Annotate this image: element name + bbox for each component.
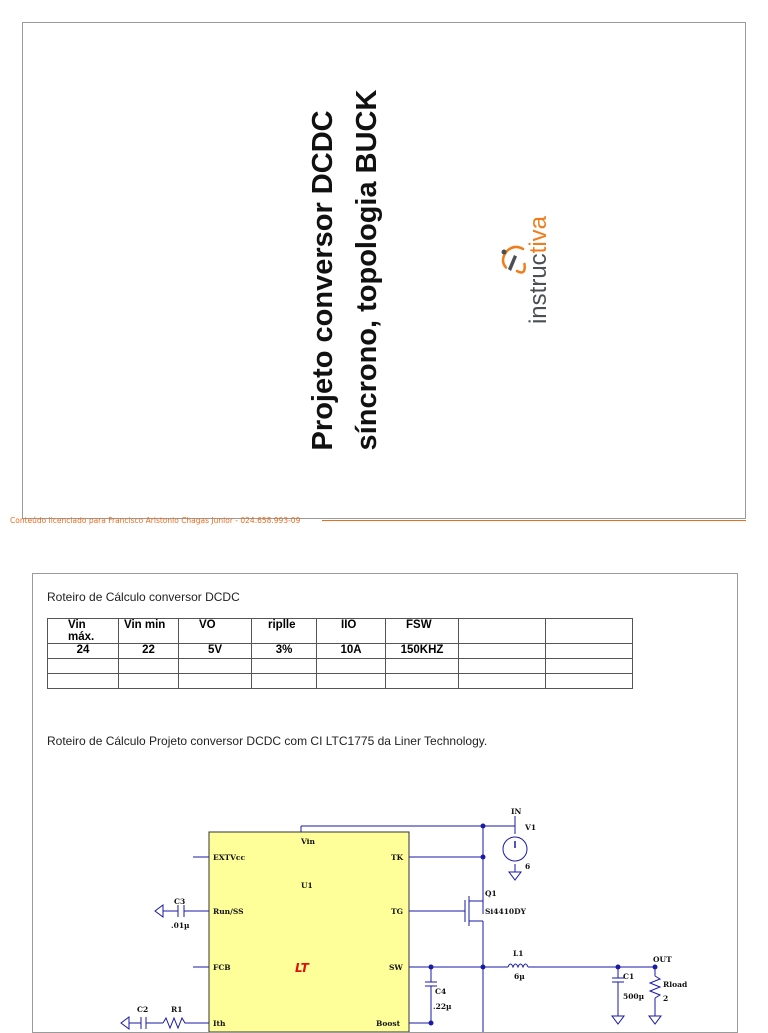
ground-icon	[612, 1016, 624, 1024]
calculation-slide	[32, 573, 738, 1033]
slide-title-line2: síncrono, topologia BUCK	[351, 89, 383, 451]
inductor-icon	[508, 964, 528, 967]
voltage-source-icon	[503, 837, 527, 861]
spec-table	[47, 618, 633, 689]
in-label: IN	[511, 807, 522, 816]
table-cell	[546, 674, 633, 689]
table-row	[48, 659, 633, 674]
table-cell: 5V	[179, 644, 252, 659]
table-header: Vin min	[119, 619, 179, 644]
table-header	[546, 619, 633, 644]
c1-label: C1	[623, 972, 635, 981]
table-header	[459, 619, 546, 644]
out-label: OUT	[653, 955, 672, 964]
r1-label: R1	[171, 1005, 183, 1014]
rload-label: Rload	[663, 980, 688, 989]
table-cell: 3%	[252, 644, 317, 659]
ground-icon	[155, 905, 163, 917]
v1-value: 6	[525, 862, 531, 871]
table-header: Vin máx.	[48, 619, 119, 644]
table-cell	[317, 659, 386, 674]
table-header-row	[48, 619, 633, 644]
buck-schematic	[33, 764, 738, 1033]
pin-fcb: FCB	[213, 963, 231, 972]
table-cell	[459, 674, 546, 689]
table-cell	[546, 659, 633, 674]
slide-title-line1: Projeto conversor DCDC	[307, 110, 339, 451]
pin-tg: TG	[391, 907, 403, 916]
ground-icon	[649, 1016, 661, 1024]
pin-tk: TK	[391, 853, 404, 862]
table-cell	[459, 659, 546, 674]
pin-vin: Vin	[301, 837, 315, 846]
slide-title	[301, 90, 389, 451]
table-header: VO	[179, 619, 252, 644]
table-cell	[252, 674, 317, 689]
ic-name: U1	[301, 881, 313, 890]
table-header: riplle	[252, 619, 317, 644]
q1-label: Q1	[485, 889, 497, 898]
c2-label: C2	[137, 1005, 149, 1014]
c3-label: C3	[174, 897, 186, 906]
table-cell	[546, 644, 633, 659]
calc-title: Roteiro de Cálculo conversor DCDC	[47, 590, 240, 604]
pin-run-ss: Run/SS	[213, 907, 244, 916]
table-cell	[386, 659, 459, 674]
v1-label: V1	[525, 823, 537, 832]
ground-icon	[509, 872, 521, 880]
logo-wordmark: instructiva	[525, 215, 552, 325]
c4-value: .22µ	[433, 1002, 452, 1011]
table-header: FSW	[386, 619, 459, 644]
q1-part: Si4410DY	[485, 907, 526, 916]
pin-ith: Ith	[213, 1019, 226, 1028]
table-cell: 22	[119, 644, 179, 659]
license-notice: Conteúdo licenciado para Francisco Aristonio Chagas Junior - 024.658.993-09	[10, 516, 301, 525]
ic-body	[209, 832, 409, 1032]
table-cell	[179, 659, 252, 674]
table-header: IIO	[317, 619, 386, 644]
table-row	[48, 644, 633, 659]
table-row	[48, 674, 633, 689]
table-cell	[179, 674, 252, 689]
calc-subtitle: Roteiro de Cálculo Projeto conversor DCDC com CI LTC1775 da Liner Technology.	[47, 734, 488, 748]
table-cell: 24	[48, 644, 119, 659]
pin-boost: Boost	[376, 1019, 401, 1028]
table-cell	[459, 644, 546, 659]
rload-value: 2	[663, 994, 669, 1003]
table-cell	[317, 674, 386, 689]
table-cell	[119, 659, 179, 674]
table-cell	[252, 659, 317, 674]
lt-logo-icon: LT	[295, 961, 309, 975]
l1-label: L1	[513, 949, 524, 958]
pin-extvcc: EXTVcc	[213, 853, 246, 862]
c3-value: .01µ	[171, 921, 190, 930]
pin-sw: SW	[389, 963, 403, 972]
ground-icon	[121, 1017, 129, 1029]
table-cell	[48, 674, 119, 689]
table-cell	[386, 674, 459, 689]
table-cell	[48, 659, 119, 674]
license-rule	[322, 520, 746, 521]
l1-value: 6µ	[514, 972, 525, 981]
c4-label: C4	[435, 987, 447, 996]
table-cell: 10A	[317, 644, 386, 659]
table-cell	[119, 674, 179, 689]
table-cell: 150KHZ	[386, 644, 459, 659]
c1-value: 500µ	[623, 992, 645, 1001]
